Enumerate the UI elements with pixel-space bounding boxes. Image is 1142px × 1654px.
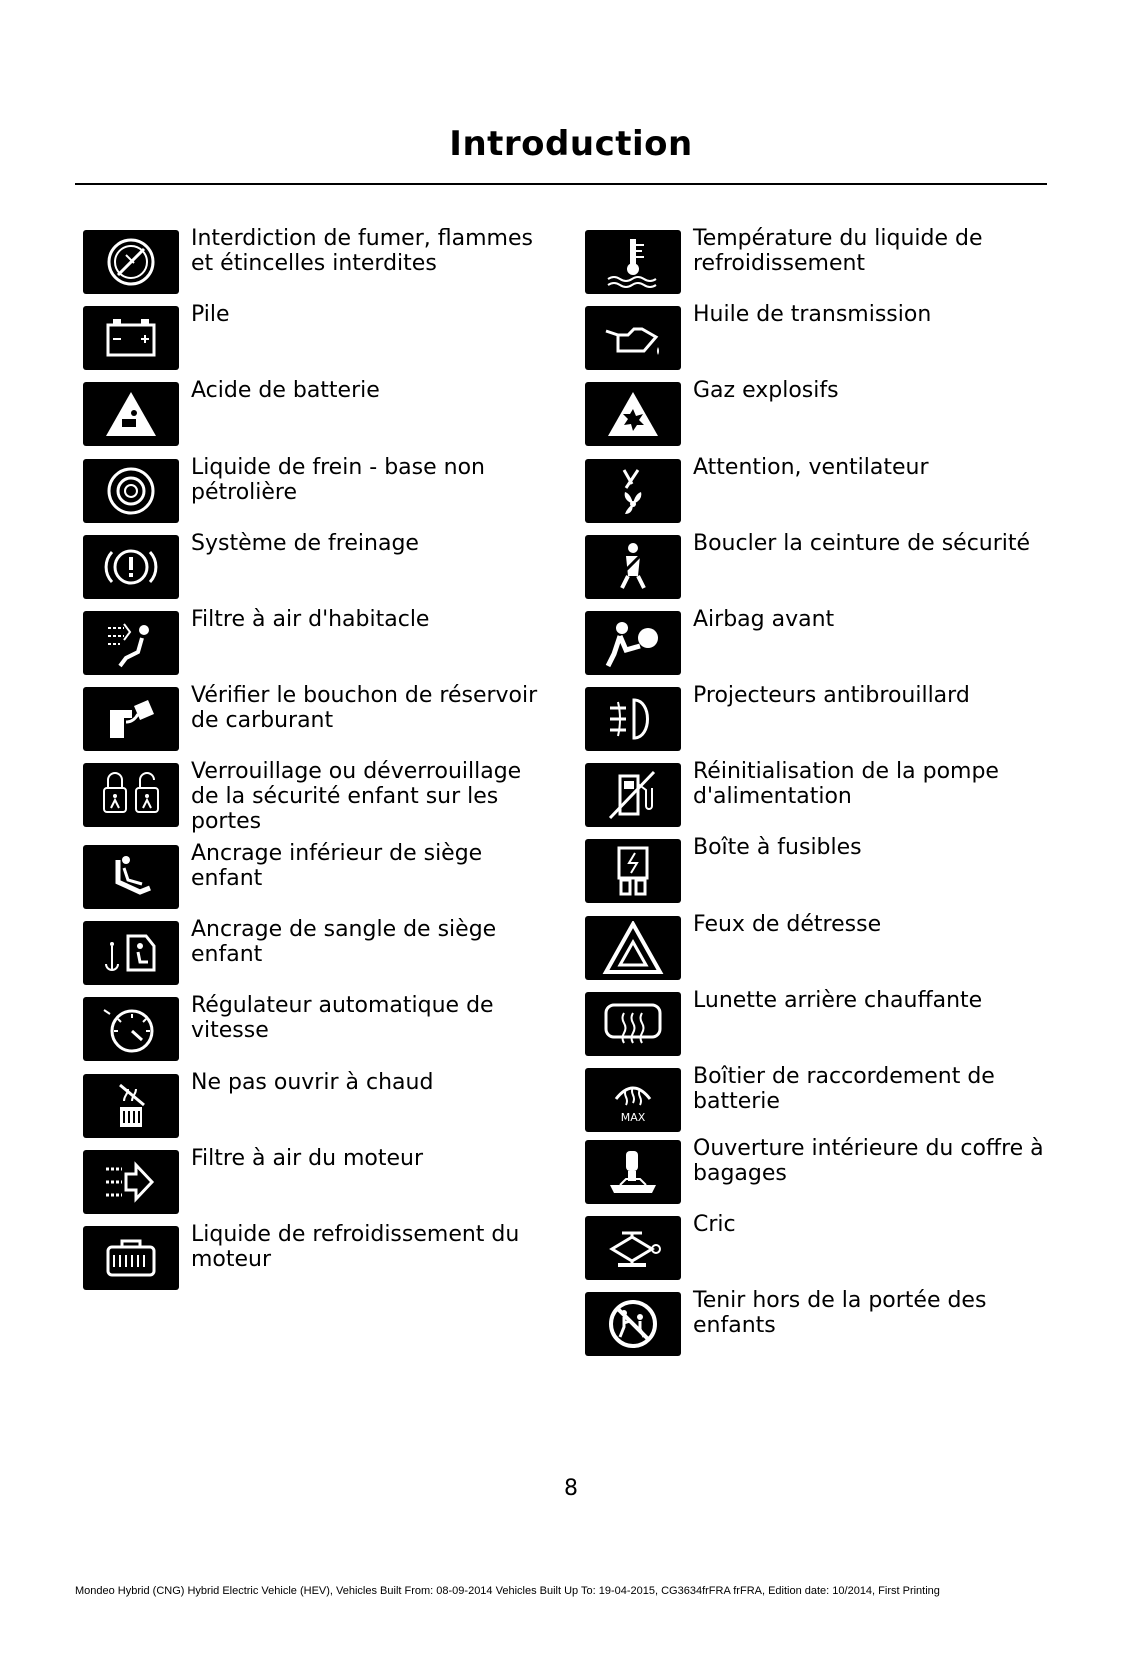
symbol-label: Projecteurs antibrouillard — [693, 683, 970, 708]
symbol-label: Boîte à fusibles — [693, 835, 862, 860]
fog-lamp-icon — [585, 687, 681, 751]
symbol-label: Ne pas ouvrir à chaud — [191, 1070, 434, 1095]
symbol-label: Liquide de frein - base non pétrolière — [191, 455, 485, 505]
front-airbag-icon — [585, 611, 681, 675]
fuse-box-icon — [585, 839, 681, 903]
fuel-cap-icon — [83, 687, 179, 751]
fuel-pump-reset-icon — [585, 763, 681, 827]
symbol-label: Lunette arrière chauffante — [693, 988, 983, 1013]
symbol-label: Pile — [191, 302, 230, 327]
max-defrost-icon — [585, 1068, 681, 1132]
engine-air-filter-icon — [83, 1150, 179, 1214]
symbol-label: Feux de détresse — [693, 912, 882, 937]
symbol-label: Liquide de refroidissement du moteur — [191, 1222, 520, 1272]
trunk-release-icon — [585, 1140, 681, 1204]
heated-rear-window-icon — [585, 992, 681, 1056]
child-seat-tether-icon — [83, 921, 179, 985]
symbol-label: Température du liquide de refroidissement — [693, 226, 983, 276]
symbol-label: Boucler la ceinture de sécurité — [693, 531, 1031, 556]
page-title: Introduction — [449, 124, 693, 164]
brake-system-icon — [83, 535, 179, 599]
symbol-label: Tenir hors de la portée des enfants — [693, 1288, 987, 1338]
seatbelt-icon — [585, 535, 681, 599]
cabin-air-filter-icon — [83, 611, 179, 675]
symbol-label: Attention, ventilateur — [693, 455, 929, 480]
fan-warning-icon — [585, 459, 681, 523]
symbol-label: Cric — [693, 1212, 736, 1237]
symbol-label: Ancrage inférieur de siège enfant — [191, 841, 483, 891]
symbol-label: Vérifier le bouchon de réservoir de carburant — [191, 683, 538, 733]
keep-out-of-reach-of-children-icon — [585, 1292, 681, 1356]
symbol-label: Ancrage de sangle de siège enfant — [191, 917, 497, 967]
coolant-temperature-icon — [585, 230, 681, 294]
symbol-label: Airbag avant — [693, 607, 835, 632]
max-label: MAX — [620, 1111, 646, 1124]
jack-icon — [585, 1216, 681, 1280]
symbol-label: Filtre à air d'habitacle — [191, 607, 430, 632]
transmission-oil-icon — [585, 306, 681, 370]
symbol-label: Ouverture intérieure du coffre à bagages — [693, 1136, 1044, 1186]
symbol-label: Gaz explosifs — [693, 378, 839, 403]
symbol-label: Filtre à air du moteur — [191, 1146, 424, 1171]
symbol-label: Verrouillage ou déverrouillage de la sécurité enfant sur les portes — [191, 759, 522, 834]
cruise-control-icon — [83, 997, 179, 1061]
page-number: 8 — [564, 1476, 578, 1501]
footer-text: Mondeo Hybrid (CNG) Hybrid Electric Vehicle (HEV), Vehicles Built From: 08-09-2014 Vehicles Built Up To: 19-04-2015, CG3634frFRA frFRA, Edition date: 10/2014, First Printing — [75, 1585, 940, 1597]
do-not-open-hot-icon — [83, 1074, 179, 1138]
child-seat-lower-anchor-icon — [83, 845, 179, 909]
symbol-label: Réinitialisation de la pompe d'alimentation — [693, 759, 999, 809]
child-lock-icon — [83, 763, 179, 827]
hazard-flasher-icon — [585, 916, 681, 980]
symbol-label: Régulateur automatique de vitesse — [191, 993, 494, 1043]
symbol-label: Huile de transmission — [693, 302, 932, 327]
symbol-label: Acide de batterie — [191, 378, 380, 403]
brake-fluid-icon — [83, 459, 179, 523]
no-smoking-icon — [83, 230, 179, 294]
symbol-label: Système de freinage — [191, 531, 419, 556]
battery-acid-icon — [83, 382, 179, 446]
engine-coolant-icon — [83, 1226, 179, 1290]
title-divider — [75, 183, 1047, 185]
battery-icon — [83, 306, 179, 370]
explosive-gas-icon — [585, 382, 681, 446]
symbol-label: Boîtier de raccordement de batterie — [693, 1064, 995, 1114]
symbol-label: Interdiction de fumer, flammes et étincelles interdites — [191, 226, 533, 276]
